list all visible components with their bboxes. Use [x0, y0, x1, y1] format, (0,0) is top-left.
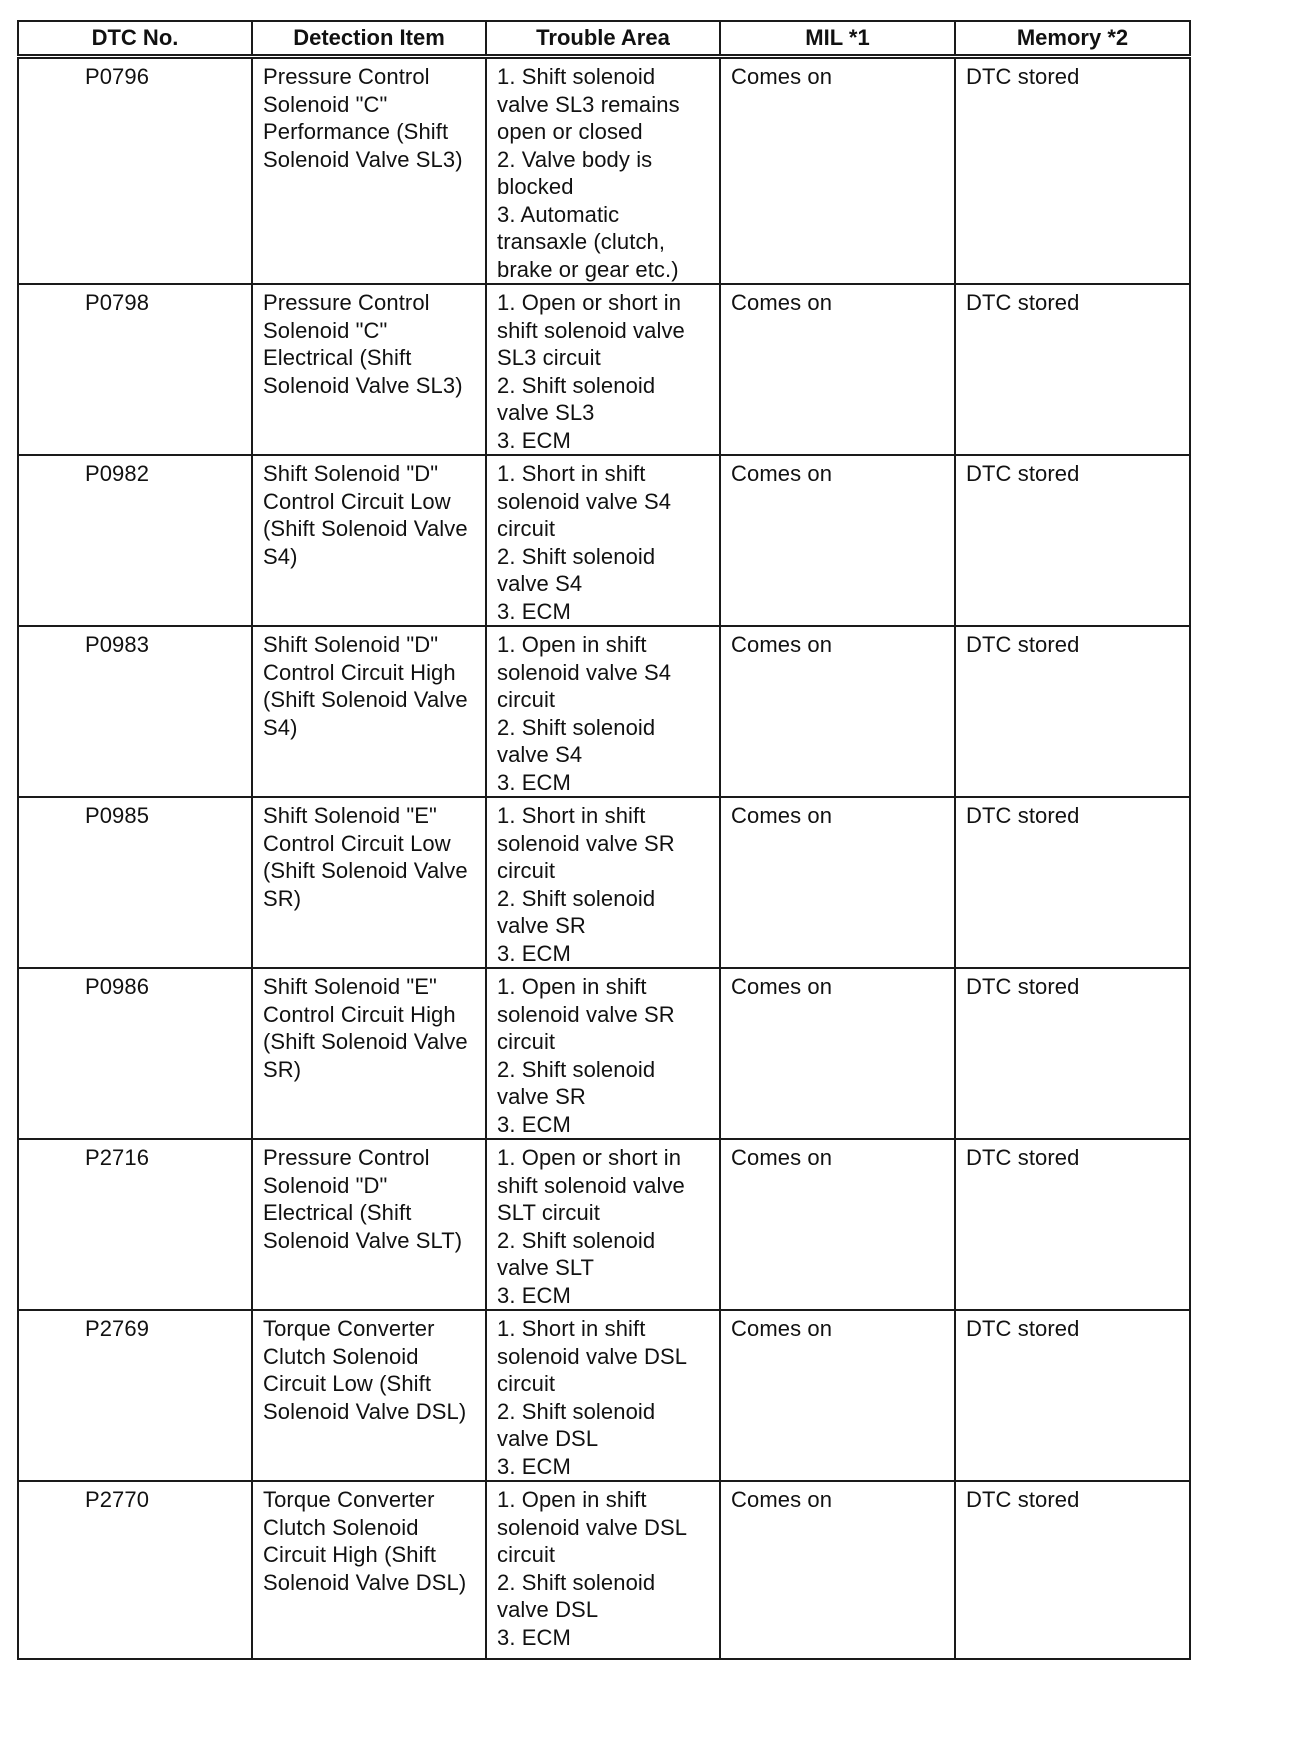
table-row — [18, 626, 1190, 797]
memory-status-cell: DTC stored — [955, 455, 1190, 626]
mil-status-cell: Comes on — [720, 1481, 955, 1659]
detection-item-cell: Torque Converter Clutch Solenoid Circuit High (Shift Solenoid Valve DSL) — [252, 1481, 486, 1659]
header-trouble-area: Trouble Area — [486, 21, 720, 57]
table-row — [18, 284, 1190, 455]
memory-status-cell: DTC stored — [955, 1310, 1190, 1481]
table-row — [18, 455, 1190, 626]
table-body — [18, 57, 1190, 1660]
header-row — [18, 21, 1190, 57]
detection-item-cell: Shift Solenoid "E" Control Circuit High (Shift Solenoid Valve SR) — [252, 968, 486, 1139]
dtc-code-cell: P0986 — [18, 968, 252, 1139]
dtc-code-cell: P2769 — [18, 1310, 252, 1481]
dtc-code-cell: P0982 — [18, 455, 252, 626]
dtc-code-cell: P2770 — [18, 1481, 252, 1659]
mil-status-cell: Comes on — [720, 284, 955, 455]
mil-status-cell: Comes on — [720, 968, 955, 1139]
memory-status-cell: DTC stored — [955, 57, 1190, 285]
memory-status-cell: DTC stored — [955, 1139, 1190, 1310]
mil-status-cell: Comes on — [720, 1310, 955, 1481]
table-header — [18, 21, 1190, 57]
trouble-area-cell: 1. Short in shift solenoid valve S4 circuit 2. Shift solenoid valve S4 3. ECM — [486, 455, 720, 626]
dtc-code-cell: P0798 — [18, 284, 252, 455]
detection-item-cell: Shift Solenoid "D" Control Circuit Low (Shift Solenoid Valve S4) — [252, 455, 486, 626]
dtc-code-cell: P0796 — [18, 57, 252, 285]
header-memory: Memory *2 — [955, 21, 1190, 57]
detection-item-cell: Pressure Control Solenoid "C" Electrical (Shift Solenoid Valve SL3) — [252, 284, 486, 455]
detection-item-cell: Torque Converter Clutch Solenoid Circuit Low (Shift Solenoid Valve DSL) — [252, 1310, 486, 1481]
trouble-area-cell: 1. Open or short in shift solenoid valve SL3 circuit 2. Shift solenoid valve SL3 3. ECM — [486, 284, 720, 455]
dtc-code-cell: P2716 — [18, 1139, 252, 1310]
dtc-code-cell: P0985 — [18, 797, 252, 968]
mil-status-cell: Comes on — [720, 57, 955, 285]
table-row — [18, 797, 1190, 968]
table-row — [18, 1139, 1190, 1310]
memory-status-cell: DTC stored — [955, 1481, 1190, 1659]
dtc-table — [17, 20, 1191, 1660]
detection-item-cell: Pressure Control Solenoid "D" Electrical (Shift Solenoid Valve SLT) — [252, 1139, 486, 1310]
dtc-code-cell: P0983 — [18, 626, 252, 797]
trouble-area-cell: 1. Open in shift solenoid valve S4 circuit 2. Shift solenoid valve S4 3. ECM — [486, 626, 720, 797]
header-dtc-no: DTC No. — [18, 21, 252, 57]
detection-item-cell: Shift Solenoid "D" Control Circuit High (Shift Solenoid Valve S4) — [252, 626, 486, 797]
table-row — [18, 1310, 1190, 1481]
trouble-area-cell: 1. Open in shift solenoid valve SR circuit 2. Shift solenoid valve SR 3. ECM — [486, 968, 720, 1139]
mil-status-cell: Comes on — [720, 1139, 955, 1310]
trouble-area-cell: 1. Short in shift solenoid valve DSL circuit 2. Shift solenoid valve DSL 3. ECM — [486, 1310, 720, 1481]
mil-status-cell: Comes on — [720, 455, 955, 626]
table-row — [18, 968, 1190, 1139]
trouble-area-cell: 1. Short in shift solenoid valve SR circuit 2. Shift solenoid valve SR 3. ECM — [486, 797, 720, 968]
memory-status-cell: DTC stored — [955, 968, 1190, 1139]
memory-status-cell: DTC stored — [955, 797, 1190, 968]
mil-status-cell: Comes on — [720, 797, 955, 968]
memory-status-cell: DTC stored — [955, 626, 1190, 797]
trouble-area-cell: 1. Open in shift solenoid valve DSL circuit 2. Shift solenoid valve DSL 3. ECM — [486, 1481, 720, 1659]
header-mil: MIL *1 — [720, 21, 955, 57]
trouble-area-cell: 1. Open or short in shift solenoid valve SLT circuit 2. Shift solenoid valve SLT 3. ECM — [486, 1139, 720, 1310]
detection-item-cell: Shift Solenoid "E" Control Circuit Low (Shift Solenoid Valve SR) — [252, 797, 486, 968]
memory-status-cell: DTC stored — [955, 284, 1190, 455]
table-row — [18, 57, 1190, 285]
dtc-document — [17, 20, 1189, 1660]
detection-item-cell: Pressure Control Solenoid "C" Performance (Shift Solenoid Valve SL3) — [252, 57, 486, 285]
trouble-area-cell: 1. Shift solenoid valve SL3 remains open or closed 2. Valve body is blocked 3. Automatic transaxle (clutch, brake or gear etc.) — [486, 57, 720, 285]
header-detection-item: Detection Item — [252, 21, 486, 57]
table-row — [18, 1481, 1190, 1659]
mil-status-cell: Comes on — [720, 626, 955, 797]
